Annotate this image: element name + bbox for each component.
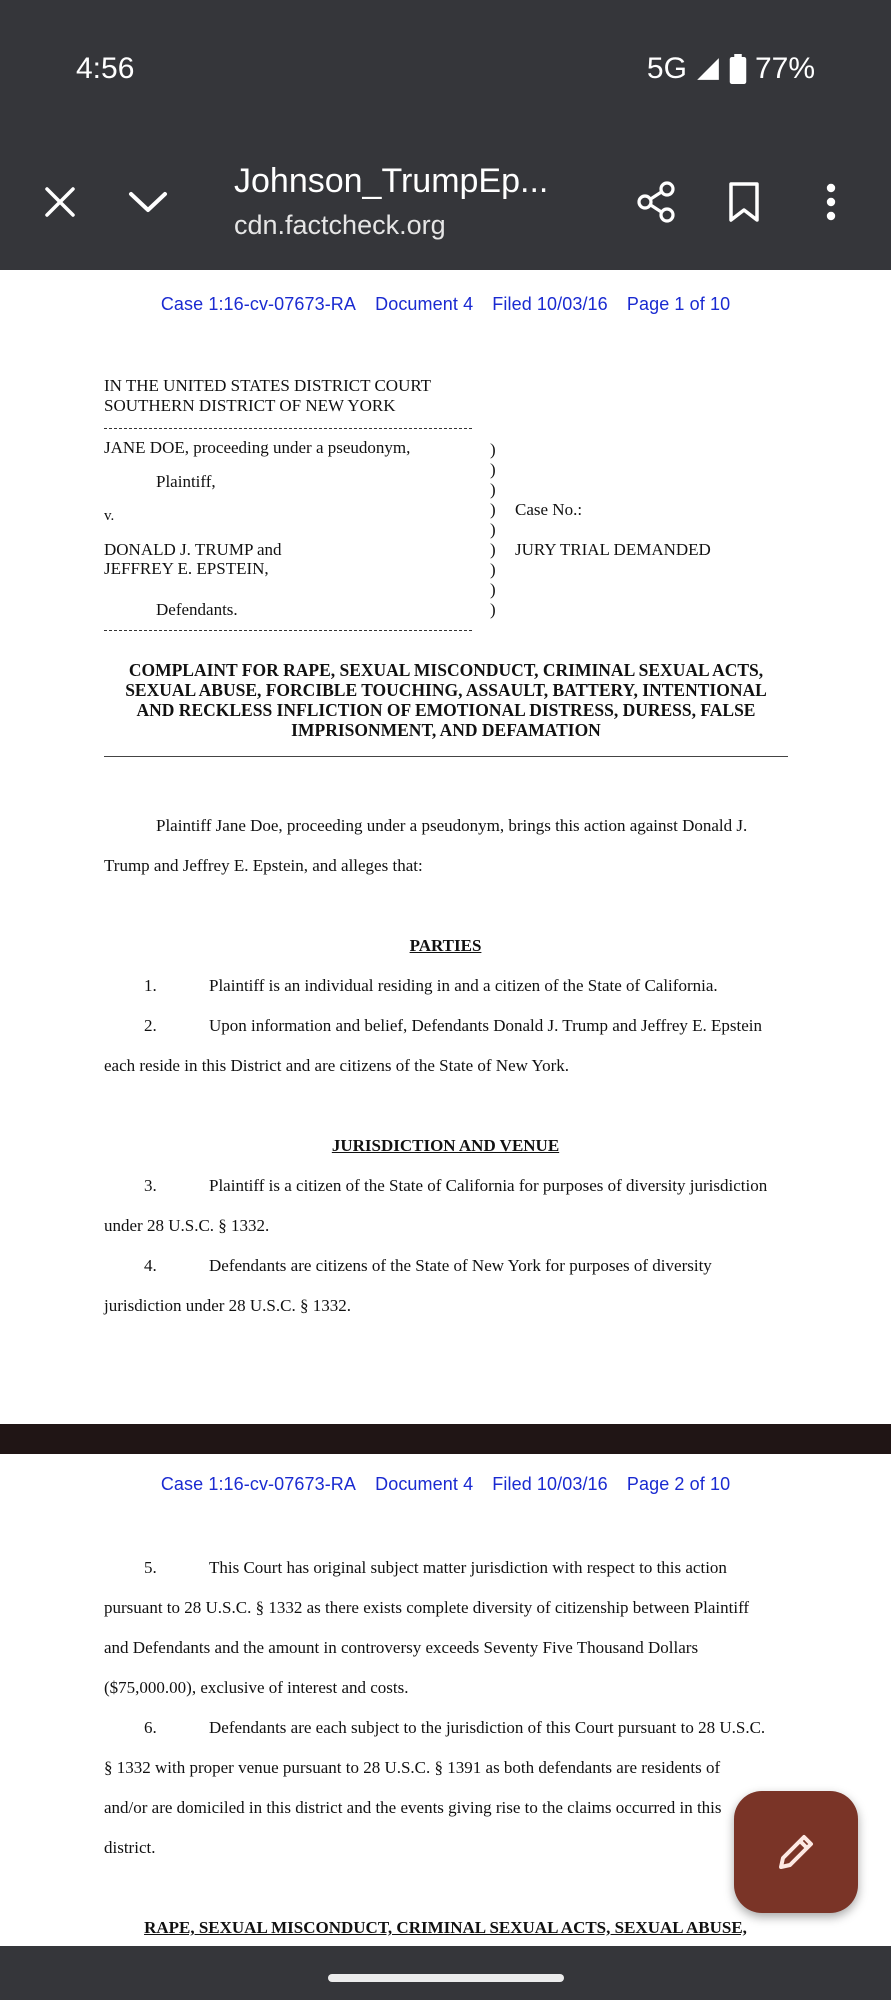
paragraph-3-line-2: under 28 U.S.C. § 1332. (104, 1216, 270, 1235)
paragraph-number: 1. (144, 976, 157, 995)
caption-paren: ) (490, 600, 496, 619)
complaint-title-line: AND RECKLESS INFLICTION OF EMOTIONAL DISTRESS, DURESS, FALSE (136, 700, 756, 720)
document-url: cdn.factcheck.org (234, 210, 446, 240)
share-button[interactable] (632, 178, 680, 226)
paragraph-6-line-4: district. (104, 1838, 156, 1857)
pencil-edit-icon (772, 1828, 820, 1876)
caption-paren: ) (490, 540, 496, 559)
title-rule (104, 756, 788, 757)
paragraph-4-line-1: Defendants are citizens of the State of New York for purposes of diversity (209, 1256, 712, 1275)
pdf-page-1 (0, 272, 891, 1424)
intro-line-2: Trump and Jeffrey E. Epstein, and alleges that: (104, 856, 423, 875)
parties-heading: PARTIES (409, 936, 482, 955)
status-indicators (647, 52, 815, 86)
caption-paren: ) (490, 580, 496, 599)
jury-trial-demanded: JURY TRIAL DEMANDED (515, 540, 711, 559)
defendants-label: Defendants. (156, 600, 238, 619)
bookmark-button[interactable] (722, 180, 766, 224)
caption-paren: ) (490, 480, 496, 499)
home-gesture-handle[interactable] (328, 1974, 564, 1982)
paragraph-6-line-3: and/or are domiciled in this district and the events giving rise to the claims occurred in this (104, 1798, 722, 1817)
caption-divider-top (104, 428, 472, 429)
paragraph-number: 3. (144, 1176, 157, 1195)
paragraph-5-line-1: This Court has original subject matter jurisdiction with respect to this action (209, 1558, 727, 1577)
court-name-line-2: SOUTHERN DISTRICT OF NEW YORK (104, 396, 396, 415)
paragraph-2-line-1: Upon information and belief, Defendants Donald J. Trump and Jeffrey E. Epstein (209, 1016, 763, 1035)
paragraph-1-text: Plaintiff is an individual residing in and a citizen of the State of California. (209, 976, 718, 995)
caption-paren: ) (490, 460, 496, 479)
plaintiff-label: Plaintiff, (156, 472, 216, 491)
paragraph-5-line-4: ($75,000.00), exclusive of interest and costs. (104, 1678, 409, 1697)
complaint-title (104, 660, 788, 740)
court-name-line-1: IN THE UNITED STATES DISTRICT COURT (104, 376, 432, 395)
paragraph-6-line-2: § 1332 with proper venue pursuant to 28 U.S.C. § 1391 as both defendants are residents of (104, 1758, 721, 1777)
caption-paren: ) (490, 520, 496, 539)
defendant-line-2: JEFFREY E. EPSTEIN, (104, 559, 269, 578)
paragraph-number: 4. (144, 1256, 157, 1275)
share-icon (634, 180, 678, 224)
complaint-title-line: COMPLAINT FOR RAPE, SEXUAL MISCONDUCT, CRIMINAL SEXUAL ACTS, (128, 660, 764, 680)
collapse-button[interactable] (124, 180, 172, 224)
network-label: 5G (646, 52, 687, 85)
paragraph-number: 2. (144, 1016, 157, 1035)
versus: v. (104, 508, 115, 524)
document-title: Johnson_TrumpEp... (234, 162, 549, 200)
plaintiff-name: JANE DOE, proceeding under a pseudonym, (104, 438, 411, 457)
page-separator (0, 1424, 891, 1454)
status-time: 4:56 (76, 52, 135, 85)
paragraph-5-line-3: and Defendants and the amount in controversy exceeds Seventy Five Thousand Dollars (104, 1638, 699, 1657)
intro-line-1: Plaintiff Jane Doe, proceeding under a pseudonym, brings this action against Donald J. (156, 816, 748, 835)
header-page: Page 1 of 10 (626, 294, 731, 314)
edit-fab-button[interactable] (734, 1791, 858, 1913)
paragraph-6-line-1: Defendants are each subject to the jurisdiction of this Court pursuant to 28 U.S.C. (209, 1718, 766, 1737)
more-options-button[interactable] (814, 180, 848, 224)
more-vert-icon (824, 182, 838, 222)
system-nav-bar (0, 1946, 891, 2000)
header-case: Case 1:16-cv-07673-RA (160, 294, 357, 314)
battery-icon (729, 54, 747, 84)
close-button[interactable] (38, 180, 82, 224)
close-icon (44, 186, 76, 218)
battery-percent: 77% (754, 52, 815, 85)
caption-paren: ) (490, 560, 496, 579)
section-heading: RAPE, SEXUAL MISCONDUCT, CRIMINAL SEXUAL ACTS, SEXUAL ABUSE, (144, 1918, 747, 1937)
pdf-page-header (0, 1474, 891, 1495)
header-filed: Filed 10/03/16 (492, 1474, 608, 1494)
header-page: Page 2 of 10 (626, 1474, 731, 1494)
complaint-title-line: SEXUAL ABUSE, FORCIBLE TOUCHING, ASSAULT, BATTERY, INTENTIONAL (125, 680, 767, 700)
chevron-down-icon (127, 189, 169, 215)
caption-paren: ) (490, 440, 496, 459)
defendant-line-1: DONALD J. TRUMP and (104, 540, 282, 559)
paragraph-4-line-2: jurisdiction under 28 U.S.C. § 1332. (104, 1296, 351, 1315)
signal-icon (695, 56, 721, 82)
paragraph-number: 5. (144, 1558, 157, 1577)
paragraph-3-line-1: Plaintiff is a citizen of the State of California for purposes of diversity jurisdiction (209, 1176, 768, 1195)
case-number-label: Case No.: (515, 500, 583, 519)
bookmark-icon (727, 181, 761, 223)
paragraph-number: 6. (144, 1718, 157, 1737)
complaint-title-line: IMPRISONMENT, AND DEFAMATION (291, 720, 601, 740)
paragraph-2-line-2: each reside in this District and are citizens of the State of New York. (104, 1056, 570, 1075)
header-document: Document 4 (375, 1474, 474, 1494)
header-case: Case 1:16-cv-07673-RA (160, 1474, 357, 1494)
caption-paren: ) (490, 500, 496, 519)
paragraph-5-line-2: pursuant to 28 U.S.C. § 1332 as there exists complete diversity of citizenship between Plaintiff (104, 1598, 750, 1617)
header-document: Document 4 (375, 294, 474, 314)
header-filed: Filed 10/03/16 (492, 294, 608, 314)
caption-divider-bottom (104, 630, 472, 631)
pdf-page-header (0, 294, 891, 315)
jurisdiction-heading: JURISDICTION AND VENUE (331, 1136, 560, 1155)
